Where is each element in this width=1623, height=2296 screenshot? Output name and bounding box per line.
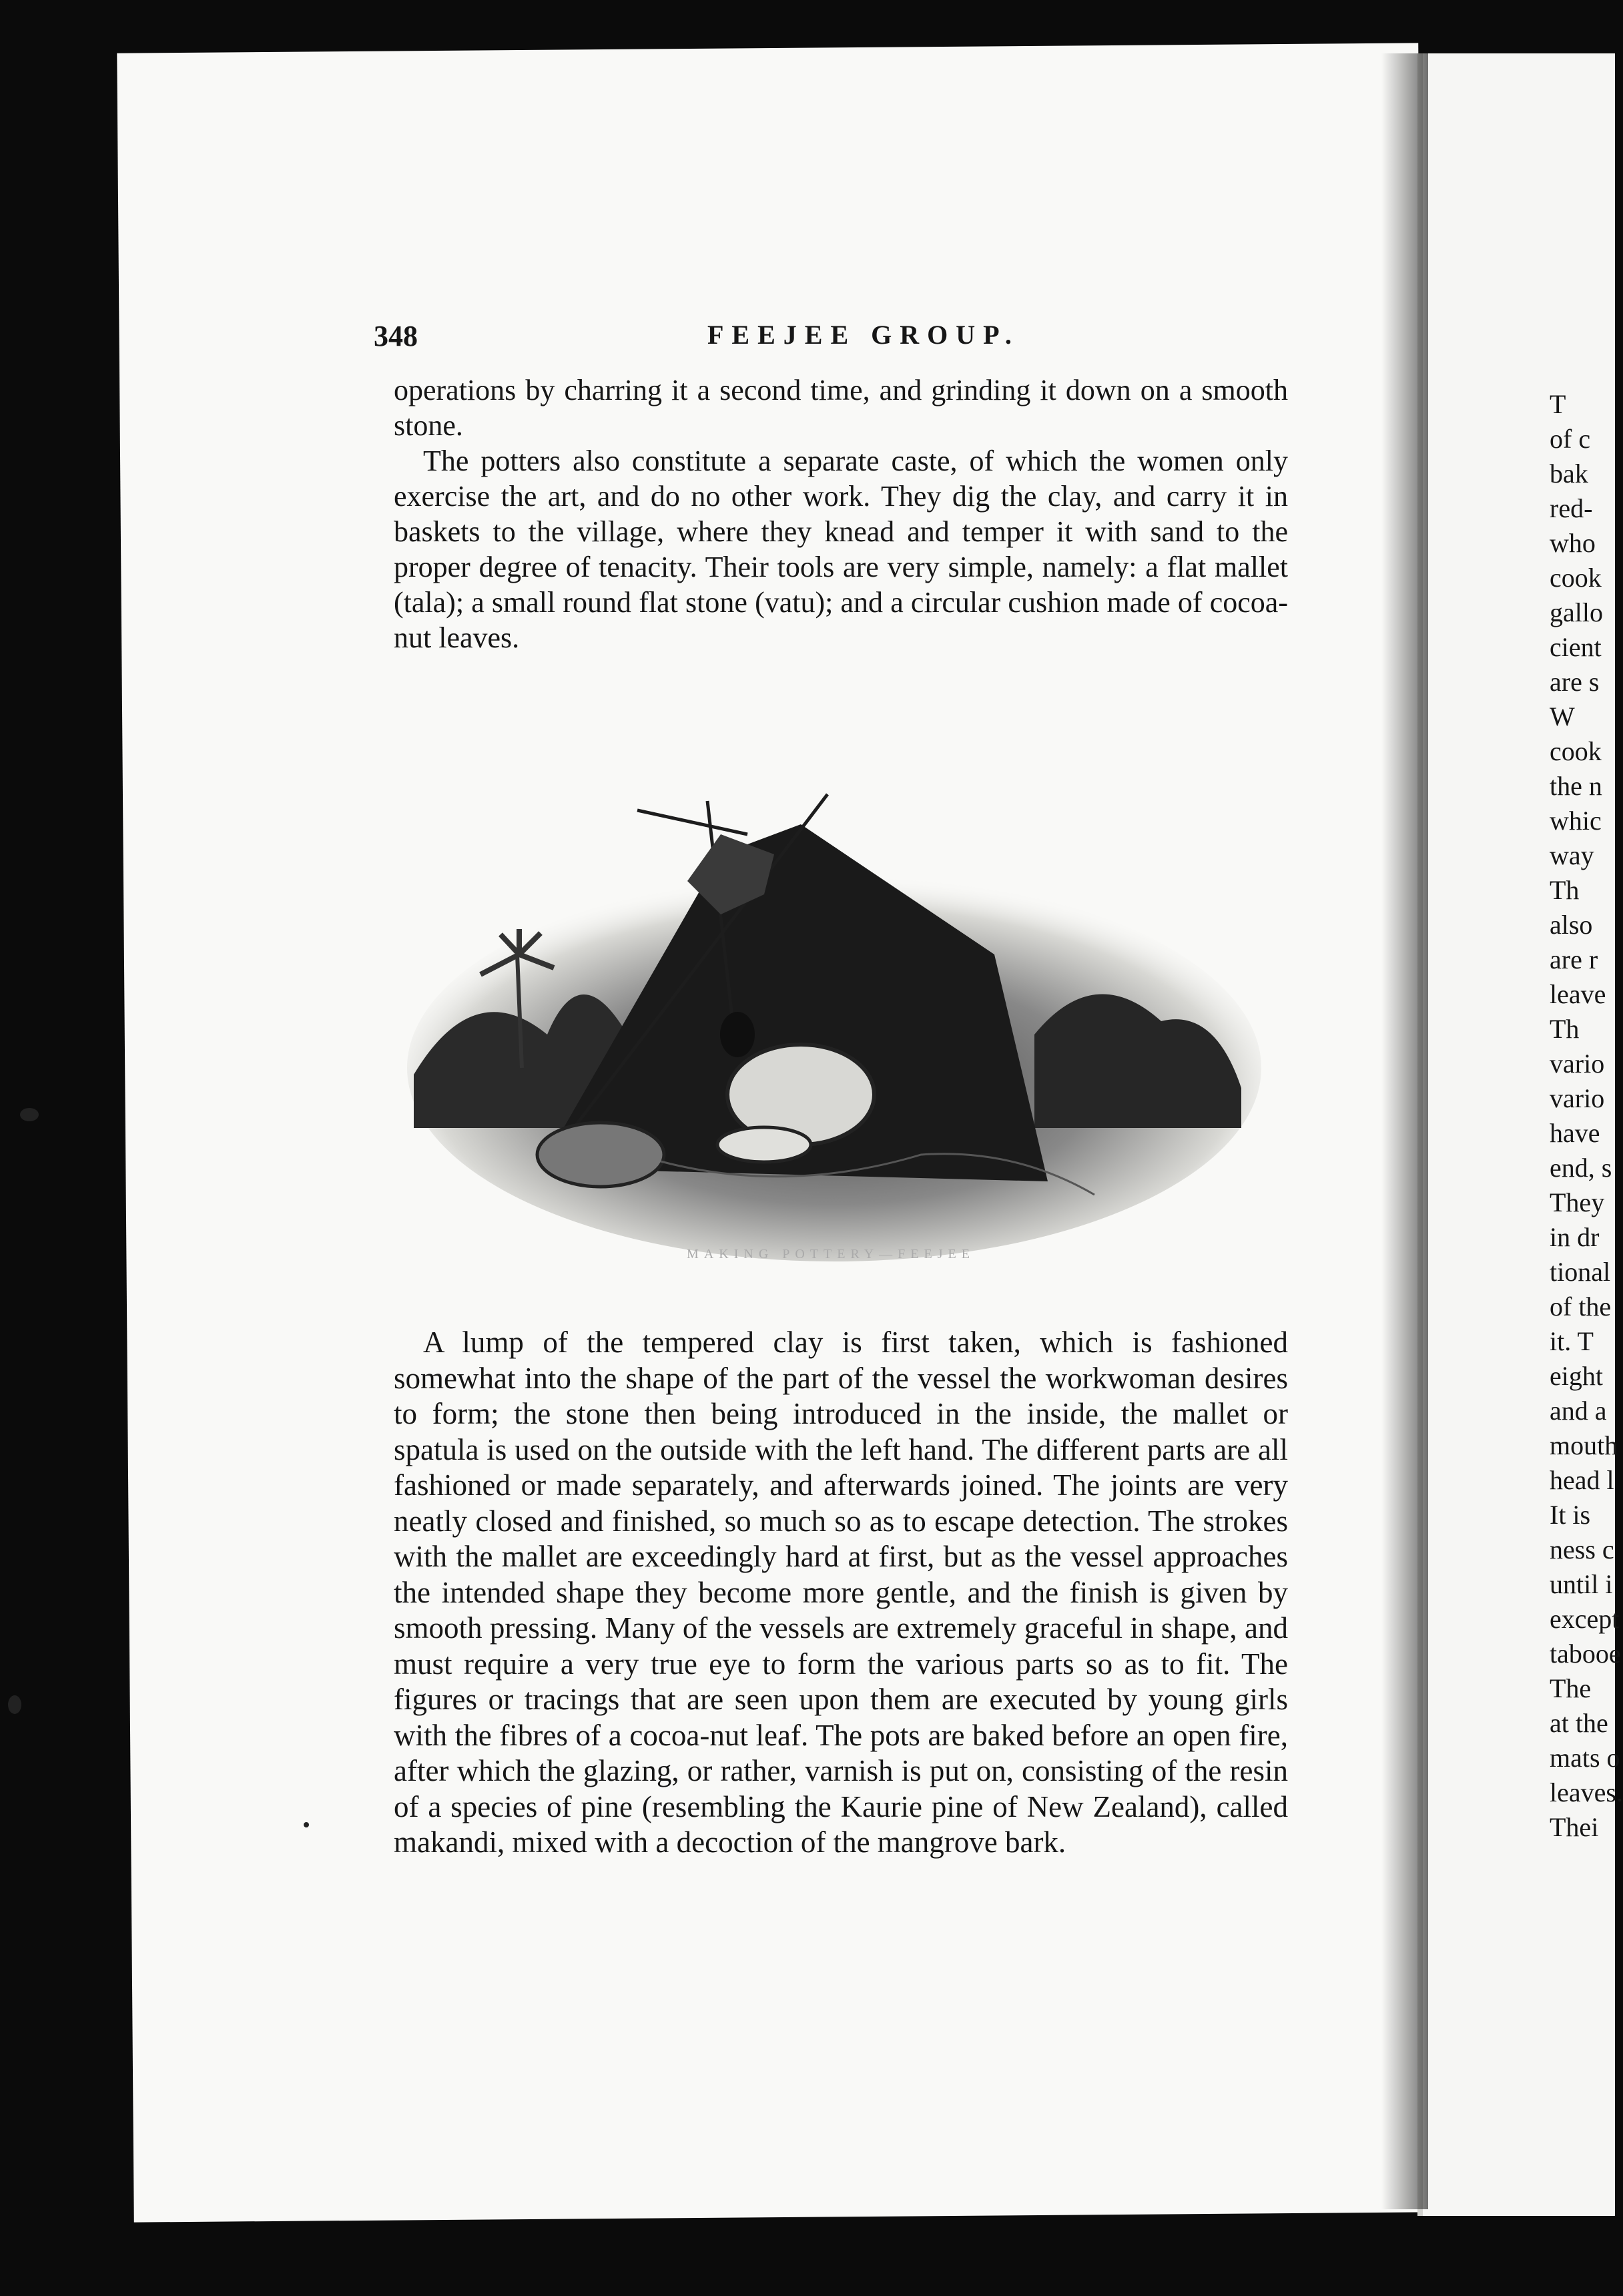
right-page-line: it. T bbox=[1550, 1326, 1594, 1356]
right-page-line: vario bbox=[1550, 1083, 1605, 1113]
right-page-line: cook bbox=[1550, 563, 1602, 593]
right-page-line: end, s bbox=[1550, 1153, 1612, 1183]
right-page-line: bak bbox=[1550, 459, 1588, 489]
paragraph-continued: operations by charring it a second time, and grinding it down on a smooth stone. bbox=[394, 374, 1288, 442]
right-page-line: red- bbox=[1550, 493, 1593, 523]
right-page-line: have bbox=[1550, 1118, 1600, 1148]
top-text-block bbox=[394, 372, 1288, 655]
scan-speck bbox=[304, 1822, 309, 1827]
right-page-line: Th bbox=[1550, 875, 1580, 905]
right-page-line: T bbox=[1550, 389, 1566, 419]
right-page-line: Thei bbox=[1550, 1812, 1599, 1842]
right-page-line: of the bbox=[1550, 1292, 1612, 1322]
right-page-line: W bbox=[1550, 701, 1575, 732]
paragraph-lump-of-clay: A lump of the tempered clay is first taken, which is fashioned somewhat into the shape of the part of the vessel the workwoman desires to form; the stone then being introduced in the inside, the mallet or spatula is used on the outside with the left hand. The different parts are all fashioned or made separately, and afterwards joined. The joints are very neatly closed and finished, so much so as to escape detection. The strokes with the mallet are exceedingly hard at first, but as the vessel approaches the intended shape they become more gentle, and the finish is given by smooth pressing. Many of the vessels are extremely graceful in shape, and must require a very true eye to form the various parts so as to fit. The figures or tracings that are seen upon them are executed by young girls with the fibres of a cocoa-nut leaf. The pots are baked before an open fire, after which the glazing, or rather, varnish is put on, consisting of the resin of a species of pine (resembling the Kaurie pine of New Zealand), called makandi, mixed with a decoction of the mangrove bark. bbox=[394, 1326, 1288, 1859]
illustration-caption: MAKING POTTERY—FEEJEE bbox=[687, 1247, 975, 1261]
right-page-line: It is bbox=[1550, 1500, 1591, 1530]
right-page-line: The bbox=[1550, 1673, 1592, 1703]
right-page-line: mouth bbox=[1550, 1430, 1618, 1460]
right-page-line: at the bbox=[1550, 1708, 1608, 1738]
scan-speck bbox=[20, 1108, 39, 1121]
right-page-line: also bbox=[1550, 910, 1593, 940]
right-page-line: who bbox=[1550, 528, 1596, 558]
right-page-line: gallo bbox=[1550, 597, 1603, 627]
right-page-line: and a bbox=[1550, 1396, 1607, 1426]
right-page-line: vario bbox=[1550, 1049, 1605, 1079]
page-number: 348 bbox=[374, 320, 418, 352]
scan-speck bbox=[8, 1695, 21, 1714]
bottom-text-block bbox=[394, 1325, 1288, 1861]
right-page-line: tional bbox=[1550, 1257, 1611, 1287]
right-page-line: cook bbox=[1550, 736, 1602, 766]
right-page-line: except bbox=[1550, 1604, 1620, 1634]
right-page-line: way bbox=[1550, 840, 1594, 870]
right-page-line: tabooe bbox=[1550, 1639, 1621, 1669]
right-page-line: are s bbox=[1550, 667, 1600, 697]
right-page-text bbox=[1550, 387, 1623, 1845]
basket bbox=[537, 1123, 664, 1187]
cushion-ring bbox=[717, 1127, 811, 1162]
right-page-line: eight bbox=[1550, 1361, 1603, 1391]
right-page-line: of c bbox=[1550, 424, 1591, 454]
right-page-line: leave bbox=[1550, 979, 1606, 1009]
potter-figure bbox=[720, 1012, 755, 1057]
running-head: FEEJEE GROUP. bbox=[707, 320, 1020, 350]
right-page-line: until i bbox=[1550, 1569, 1613, 1599]
right-page-line: head l bbox=[1550, 1465, 1614, 1495]
page-header bbox=[374, 319, 1295, 359]
right-page-line: in dr bbox=[1550, 1222, 1600, 1252]
paragraph-potters: The potters also constitute a separate caste, of which the women only exercise the art, and do no other work. They dig the clay, and carry it in baskets to the village, where they knead and temper it with sand to the proper degree of tenacity. Their tools are very simple, namely: a flat mallet (tala); a small round flat stone (vatu); and a circular cushion made of cocoa-nut leaves. bbox=[394, 445, 1288, 654]
right-page-line: leaves. bbox=[1550, 1777, 1623, 1807]
engraving-illustration bbox=[374, 754, 1288, 1268]
right-page-line: the n bbox=[1550, 771, 1602, 801]
right-page-line: are r bbox=[1550, 944, 1598, 974]
hut-engraving bbox=[374, 754, 1288, 1268]
right-page-line: They bbox=[1550, 1187, 1605, 1217]
right-page-line: mats o bbox=[1550, 1743, 1620, 1773]
right-page-line: Th bbox=[1550, 1014, 1580, 1044]
right-page-line: cient bbox=[1550, 632, 1602, 662]
right-page-line: ness c bbox=[1550, 1534, 1614, 1564]
right-page-line: whic bbox=[1550, 806, 1602, 836]
gutter-shadow bbox=[1381, 53, 1428, 2209]
